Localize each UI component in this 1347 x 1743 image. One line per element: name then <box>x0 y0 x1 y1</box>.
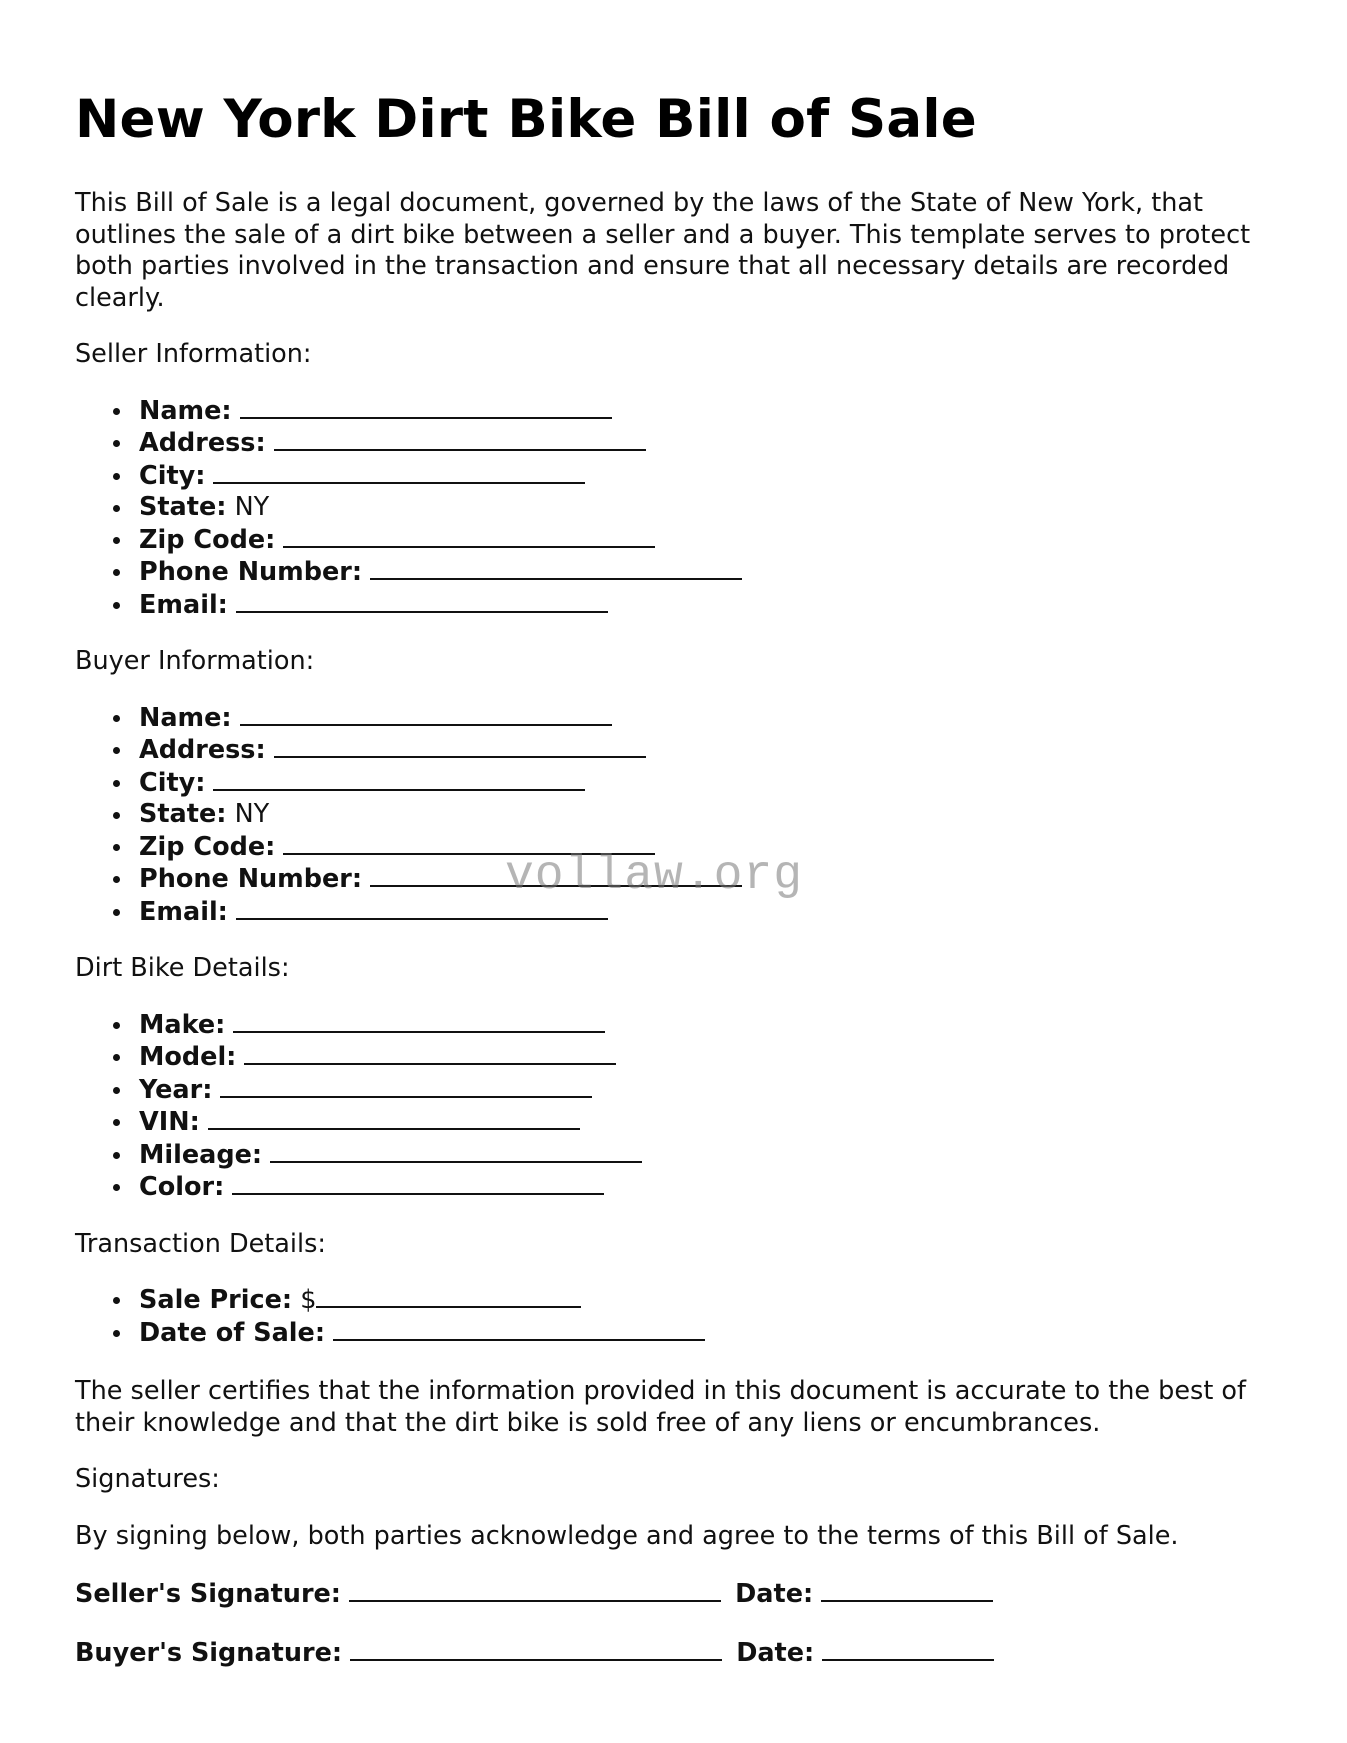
seller-address-label: Address: <box>139 428 266 458</box>
buyer-state-value: NY <box>234 799 270 829</box>
buyer-signature-label: Buyer's Signature: <box>75 1637 343 1668</box>
bike-model-field <box>139 1041 1275 1074</box>
seller-name-blank[interactable] <box>240 395 612 419</box>
seller-address-field <box>139 427 1275 460</box>
bike-mileage-field <box>139 1139 1275 1172</box>
bike-year-field <box>139 1074 1275 1107</box>
signatures-statement: By signing below, both parties acknowledge and agree to the terms of this Bill of Sale. <box>75 1520 1179 1551</box>
bike-model-label: Model: <box>139 1042 237 1072</box>
seller-zip-field <box>139 524 1275 557</box>
seller-address-blank[interactable] <box>274 427 646 451</box>
seller-email-field <box>139 589 1275 622</box>
seller-city-field <box>139 460 1275 493</box>
buyer-address-label: Address: <box>139 735 266 765</box>
bike-mileage-blank[interactable] <box>270 1139 642 1163</box>
seller-phone-label: Phone Number: <box>139 557 363 587</box>
buyer-address-field <box>139 734 1275 767</box>
transaction-heading: Transaction Details: <box>75 1228 326 1259</box>
signatures-heading: Signatures: <box>75 1464 220 1494</box>
buyer-city-label: City: <box>139 767 206 798</box>
buyer-address-blank[interactable] <box>274 734 646 758</box>
seller-heading: Seller Information: <box>75 339 312 369</box>
buyer-zip-label: Zip Code: <box>139 831 276 862</box>
bike-year-label: Year: <box>139 1074 213 1105</box>
seller-signature-label: Seller's Signature: <box>75 1579 342 1609</box>
bike-color-blank[interactable] <box>232 1171 604 1195</box>
watermark-text: vollaw.org <box>505 849 804 903</box>
seller-signature-blank[interactable] <box>349 1578 721 1602</box>
bike-make-blank[interactable] <box>233 1009 605 1033</box>
bike-make-label: Make: <box>139 1009 226 1040</box>
bike-model-blank[interactable] <box>244 1041 616 1065</box>
bike-heading: Dirt Bike Details: <box>75 953 290 983</box>
buyer-name-blank[interactable] <box>240 702 612 726</box>
sale-date-field <box>139 1317 1275 1350</box>
seller-state-value: NY <box>234 492 270 522</box>
buyer-signature-blank[interactable] <box>350 1637 722 1661</box>
seller-zip-label: Zip Code: <box>139 524 276 555</box>
seller-signature-row <box>75 1578 1275 1611</box>
buyer-heading: Buyer Information: <box>75 646 315 676</box>
bike-color-field <box>139 1171 1275 1204</box>
bike-mileage-label: Mileage: <box>139 1139 263 1170</box>
seller-fields <box>75 395 1275 622</box>
bike-vin-blank[interactable] <box>208 1106 580 1130</box>
bike-vin-field <box>139 1106 1275 1139</box>
buyer-phone-label: Phone Number: <box>139 864 363 894</box>
seller-name-field <box>139 395 1275 428</box>
bike-color-label: Color: <box>139 1172 225 1202</box>
certification-paragraph: The seller certifies that the information provided in this document is accurate to the best of their knowledge and that the dirt bike is sold free of any liens or encumbrances. <box>75 1376 1247 1438</box>
seller-city-blank[interactable] <box>213 460 585 484</box>
buyer-date-label: Date: <box>736 1637 815 1668</box>
seller-phone-field <box>139 556 1275 589</box>
buyer-state-label: State: <box>139 799 227 829</box>
bike-year-blank[interactable] <box>220 1074 592 1098</box>
transaction-fields <box>75 1284 1275 1349</box>
sale-date-blank[interactable] <box>333 1317 705 1341</box>
sale-price-label: Sale Price: <box>139 1285 293 1315</box>
seller-city-label: City: <box>139 460 206 491</box>
seller-email-label: Email: <box>139 589 228 620</box>
buyer-name-label: Name: <box>139 702 232 733</box>
bike-fields <box>75 1009 1275 1204</box>
buyer-name-field <box>139 702 1275 735</box>
intro-paragraph: This Bill of Sale is a legal document, governed by the laws of the State of New York, that outlines the sale of a dirt bike between a seller and a buyer. This template serves to protect both parties involved in the transaction and ensure that all necessary details are recorded clearly. <box>75 188 1251 313</box>
buyer-city-field <box>139 767 1275 800</box>
seller-date-label: Date: <box>735 1579 814 1609</box>
buyer-city-blank[interactable] <box>213 767 585 791</box>
seller-state-field <box>139 492 1275 524</box>
bike-make-field <box>139 1009 1275 1042</box>
seller-date-blank[interactable] <box>821 1578 993 1602</box>
currency-symbol: $ <box>300 1285 317 1315</box>
buyer-email-label: Email: <box>139 896 228 927</box>
sale-price-field <box>139 1284 1275 1317</box>
seller-name-label: Name: <box>139 395 232 426</box>
bike-vin-label: VIN: <box>139 1107 200 1137</box>
buyer-state-field <box>139 799 1275 831</box>
document-title: New York Dirt Bike Bill of Sale <box>75 89 977 150</box>
buyer-signature-row <box>75 1637 1275 1670</box>
seller-state-label: State: <box>139 492 227 522</box>
sale-price-blank[interactable] <box>316 1284 581 1308</box>
seller-phone-blank[interactable] <box>370 556 742 580</box>
sale-date-label: Date of Sale: <box>139 1317 326 1348</box>
seller-zip-blank[interactable] <box>283 524 655 548</box>
seller-email-blank[interactable] <box>236 589 608 613</box>
buyer-date-blank[interactable] <box>822 1637 994 1661</box>
